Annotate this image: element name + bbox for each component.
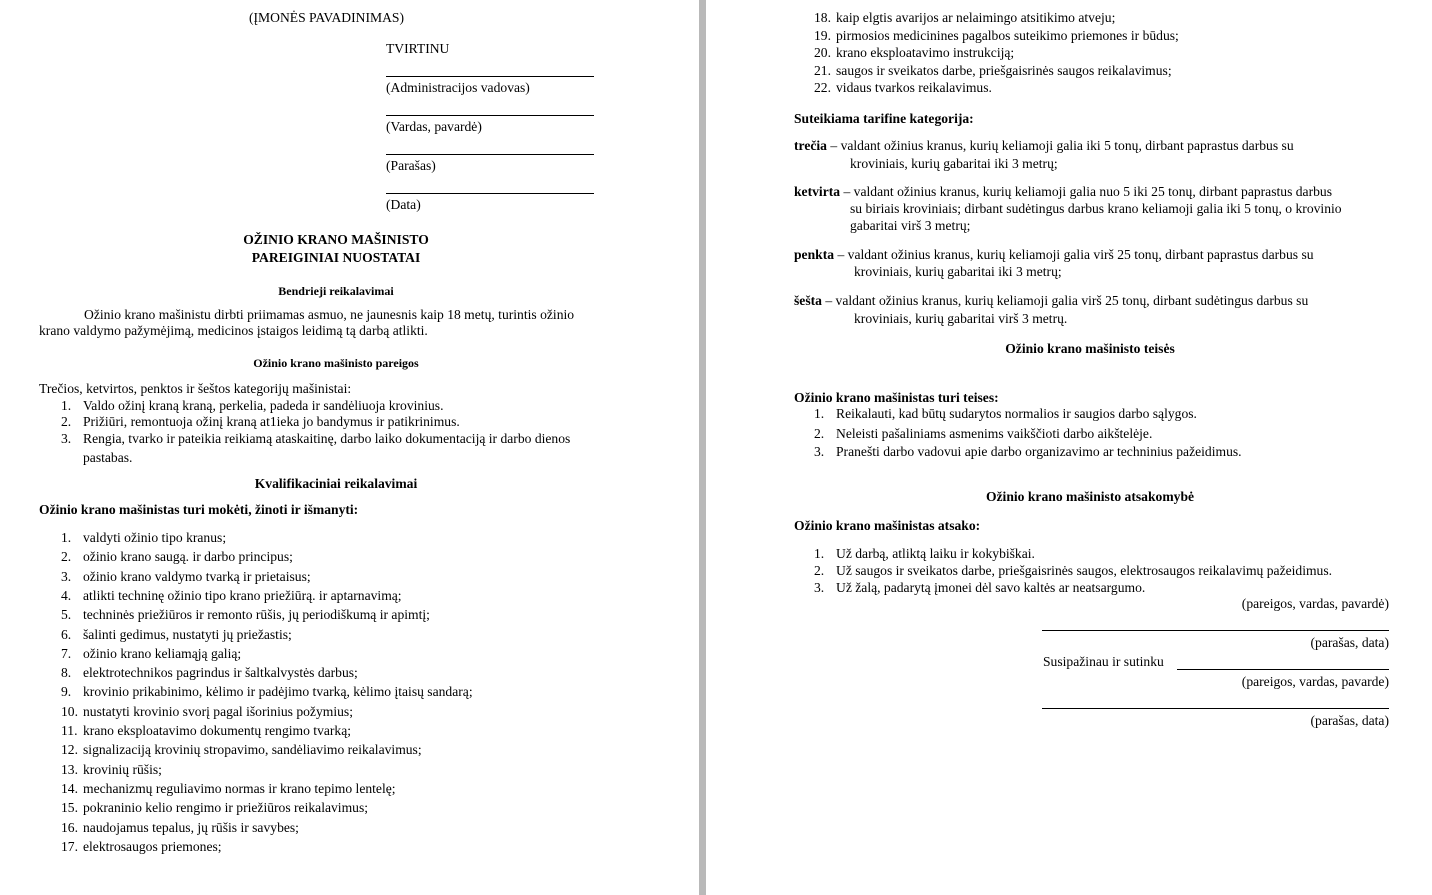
category-name: ketvirta <box>794 184 841 199</box>
document-title-line1: OŽINIO KRANO MAŠINISTO <box>243 232 429 247</box>
list-item-continuation: pastabas. <box>83 450 133 465</box>
signature-line <box>1177 669 1389 670</box>
category-name: penkta <box>794 247 835 262</box>
general-text-line2: krano valdymo pažymėjimą, medicinos įstaigos leidimą tą darbą atlikti. <box>39 323 428 338</box>
signature-label: (pareigos, vardas, pavardė) <box>1241 596 1389 611</box>
category-name: trečia <box>794 138 827 153</box>
signature-line <box>1042 708 1389 709</box>
section-heading-qualification: Kvalifikaciniai reikalavimai <box>254 476 418 491</box>
section-heading-category: Suteikiama tarifine kategorija: <box>794 111 974 126</box>
responsibility-intro: Ožinio krano mašinistas atsako: <box>794 518 981 533</box>
signature-line <box>386 193 594 194</box>
company-name-placeholder: (ĮMONĖS PAVADINIMAS) <box>249 10 404 25</box>
signature-label: (parašas, data) <box>1310 713 1389 728</box>
signature-label: (Parašas) <box>386 158 436 173</box>
document-page-right: 18. kaip elgtis avarijos ar nelaimingo atsitikimo atveju; 19. pirmosios medicinines pagalbos suteikimo priemones ir būdus; 20. krano eksploatavimo instrukciją; 21. saugos ir sveikatos darbe, priešgaisrinės saugos reikalavimus; 22. vidaus tvarkos reikalavimus. Suteikiama tarifine kategorija: trečia – valdant ožinius kranus, kurių keliamoji galia iki 5 tonų, dirbant paprastus darbus su kroviniais, kurių gabaritai iki 3 metrų; ketvirta – valdant ožinius kranus, kurių keliamoji galia nuo 5 iki 25 tonų, dirbant paprastus darbus su biriais kroviniais; dirbant sudėtingus darbus krano keliamoji galia iki 5 tonų, o krovinio gabaritai virš 3 metrų; penkta – valdant ožinius kranus, kurių keliamoji galia virš 25 tonų, dirbant paprastus darbus su kroviniais, kurių gabaritai iki 3 metrų; šešta – valdant ožinius kranus, kurių keliamoji galia virš 25 tonų, dirbant sudėtingus darbus su kroviniais, kurių gabaritai virš 3 metrų. Ožinio krano mašinisto teisės Ožinio krano mašinistas turi teises: 1. Reikalauti, kad būtų sudarytos normalios ir saugios darbo sąlygos. 2. Neleisti pašaliniams asmenims vaikščioti darbo aikštelėje. 3. Pranešti darbo vadovui apie darbo organizavimo ar techninius pažeidimus. Ožinio krano mašinisto atsakomybė Ožinio krano mašinistas atsako: 1. Už darbą, atliktą laiku ir kokybiškai. 2. Už saugos ir sveikatos darbe, priešgaisrinės saugos, elektrosaugos reikalavimų pažeidimus. 3. Už žalą, padarytą įmonei dėl savo kaltės ar neatsargumo. (pareigos, vardas, pavardė) (parašas, data) Susipažinau ir sutinku (pareigos, vardas, pavarde) (parašas, data) <box>706 0 1432 895</box>
qualification-intro: Ožinio krano mašinistas turi mokėti, žinoti ir išmanyti: <box>39 502 359 517</box>
section-heading-responsibility: Ožinio krano mašinisto atsakomybė <box>985 489 1195 504</box>
signature-label: (pareigos, vardas, pavarde) <box>1241 674 1389 689</box>
section-heading-rights: Ožinio krano mašinisto teisės <box>1005 341 1175 356</box>
signature-line <box>1042 630 1389 631</box>
page-divider <box>699 0 706 895</box>
approval-header: TVIRTINU <box>386 41 450 56</box>
signature-label: (Administracijos vadovas) <box>386 80 530 95</box>
signature-label: (Data) <box>386 197 421 212</box>
document-title-line2: PAREIGINIAI NUOSTATAI <box>251 250 421 265</box>
rights-intro: Ožinio krano mašinistas turi teises: <box>794 390 999 405</box>
general-text-line1: Ožinio krano mašinistu dirbti priimamas asmuo, ne jaunesnis kaip 18 metų, turintis ožinio <box>84 307 575 322</box>
signature-label: (Vardas, pavardė) <box>386 119 482 134</box>
section-heading-general: Bendrieji reikalavimai <box>278 284 394 298</box>
signature-line <box>386 76 594 77</box>
section-heading-duties: Ožinio krano mašinisto pareigos <box>253 356 419 370</box>
category-name: šešta <box>794 293 822 308</box>
document-page-left: (ĮMONĖS PAVADINIMAS) TVIRTINU (Administracijos vadovas) (Vardas, pavardė) (Parašas) (Data) OŽINIO KRANO MAŠINISTO PAREIGINIAI NUOSTATAI Bendrieji reikalavimai Ožinio krano mašinistu dirbti priimamas asmuo, ne jaunesnis kaip 18 metų, turintis ožinio krano valdymo pažymėjimą, medicinos įstaigos leidimą tą darbą atlikti. Ožinio krano mašinisto pareigos Trečios, ketvirtos, penktos ir šeštos kategorijų mašinistai: 1. Valdo ožinį kraną kraną, perkelia, padeda ir sandėliuoja krovinius. 2. Prižiūri, remontuoja ožinį kraną at1ieka jo bandymus ir patikrinimus. 3. Rengia, tvarko ir pateikia reikiamą ataskaitinę, darbo laiko dokumentaciją ir darbo dienos pastabas. Kvalifikaciniai reikalavimai Ožinio krano mašinistas turi mokėti, žinoti ir išmanyti: 1. valdyti ožinio tipo kranus; 2. ožinio krano saugą. ir darbo principus; 3. ožinio krano valdymo tvarką ir prietaisus; 4. atlikti techninę ožinio tipo krano priežiūrą. ir aptarnavimą; 5. techninės priežiūros ir remonto rūšis, jų periodiškumą ir apimtį; 6. šalinti gedimus, nustatyti jų priežastis; 7. ožinio krano keliamąją galią; 8. elektrotechnikos pagrindus ir šaltkalvystės darbus; 9. krovinio prikabinimo, kėlimo ir padėjimo tvarką, kėlimo įtaisų sandarą; 10. nustatyti krovinio svorį pagal išorinius požymius; 11. krano eksploatavimo dokumentų rengimo tvarką; 12. signalizaciją krovinių stropavimo, sandėliavimo reikalavimus; 13. krovinių rūšis; 14. mechanizmų reguliavimo normas ir krano tepimo lentelę; 15. pokraninio kelio rengimo ir priežiūros reikalavimus; 16. naudojamus tepalus, jų rūšis ir savybes; 17. elektrosaugos priemones; <box>0 0 699 895</box>
signature-line <box>386 154 594 155</box>
signature-label: (parašas, data) <box>1310 635 1389 650</box>
duties-intro: Trečios, ketvirtos, penktos ir šeštos kategorijų mašinistai: <box>39 381 352 396</box>
signature-line <box>386 115 594 116</box>
acquaintance-label: Susipažinau ir sutinku <box>1043 654 1164 669</box>
